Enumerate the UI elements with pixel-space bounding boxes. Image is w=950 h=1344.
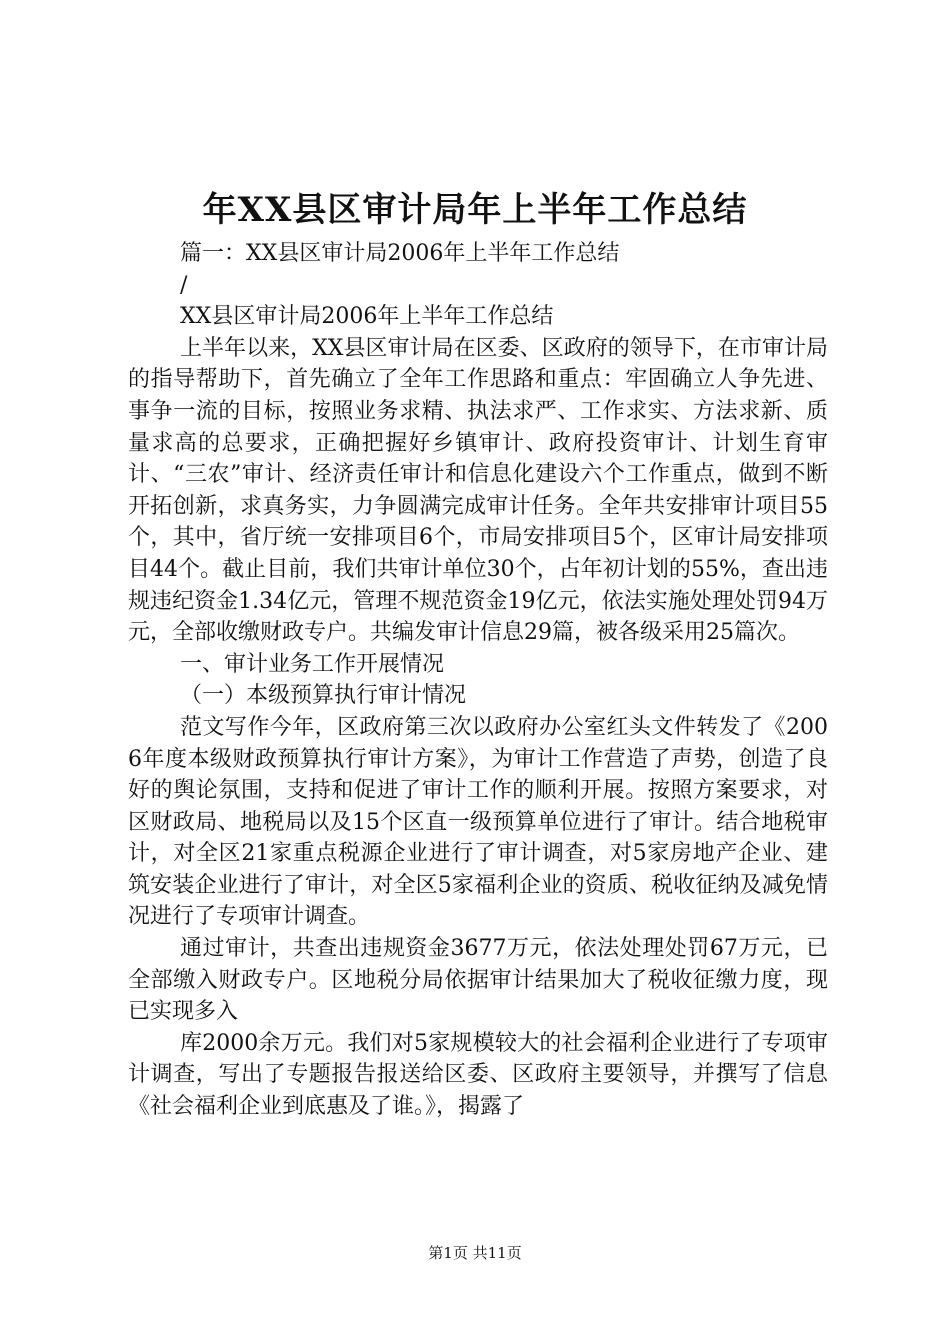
subsection-heading: （一）本级预算执行审计情况	[180, 683, 467, 709]
document-body	[128, 238, 828, 1123]
paragraph-chapter-heading: 篇一：XX县区审计局2006年上半年工作总结	[180, 241, 620, 266]
section-heading: 一、审计业务工作开展情况	[180, 651, 445, 677]
paragraph-budget-audit: 范文写作今年，区政府第三次以政府办公室红头文件转发了《2006年度本级财政预算执行审计方案》，为审计工作营造了声势，创造了良好的舆论氛围，支持和促进了审计工作的顺利开展。按照方案要求，对区财政局、地税局以及15个区直一级预算单位进行了审计。结合地税审计，对全区21家重点税源企业进行了审计调查，对5家房地产企业、建筑安装企业进行了审计，对全区5家福利企业的资质、税收征纳及减免情况进行了专项审计调查。	[128, 714, 828, 930]
paragraph-audit-results: 通过审计，共查出违规资金3677万元，依法处理处罚67万元，已全部缴入财政专户。区地税分局依据审计结果加大了税收征缴力度，现已实现多入	[128, 936, 828, 1025]
page-footer: 第1页 共11页	[428, 1244, 522, 1262]
paragraph-intro: 上半年以来，XX县区审计局在区委、区政府的领导下，在市审计局的指导帮助下，首先确立了全年工作思路和重点：牢固确立人争先进、事争一流的目标，按照业务求精、执法求严、工作求实、方法求新、质量求高的总要求，正确把握好乡镇审计、政府投资审计、计划生育审计、“三农”审计、经济责任审计和信息化建设六个工作重点，做到不断开拓创新，求真务实，力争圆满完成审计任务。全年共安排审计项目55个，其中，省厅统一安排项目6个，市局安排项目5个，区审计局安排项目44个。截止目前，我们共审计单位30个，占年初计划的55%，查出违规违纪资金1.34亿元，管理不规范资金19亿元，依法实施处理处罚94万元，全部收缴财政专户。共编发审计信息29篇，被各级采用25篇次。	[128, 335, 828, 646]
document-title: 年XX县区审计局年上半年工作总结	[202, 190, 748, 230]
paragraph-separator: /	[180, 272, 188, 298]
paragraph-subtitle: XX县区审计局2006年上半年工作总结	[180, 304, 554, 330]
paragraph-welfare-enterprises: 库2000余万元。我们对5家规模较大的社会福利企业进行了专项审计调查，写出了专题报告报送给区委、区政府主要领导，并撰写了信息《社会福利企业到底惠及了谁。》，揭露了	[128, 1030, 828, 1120]
